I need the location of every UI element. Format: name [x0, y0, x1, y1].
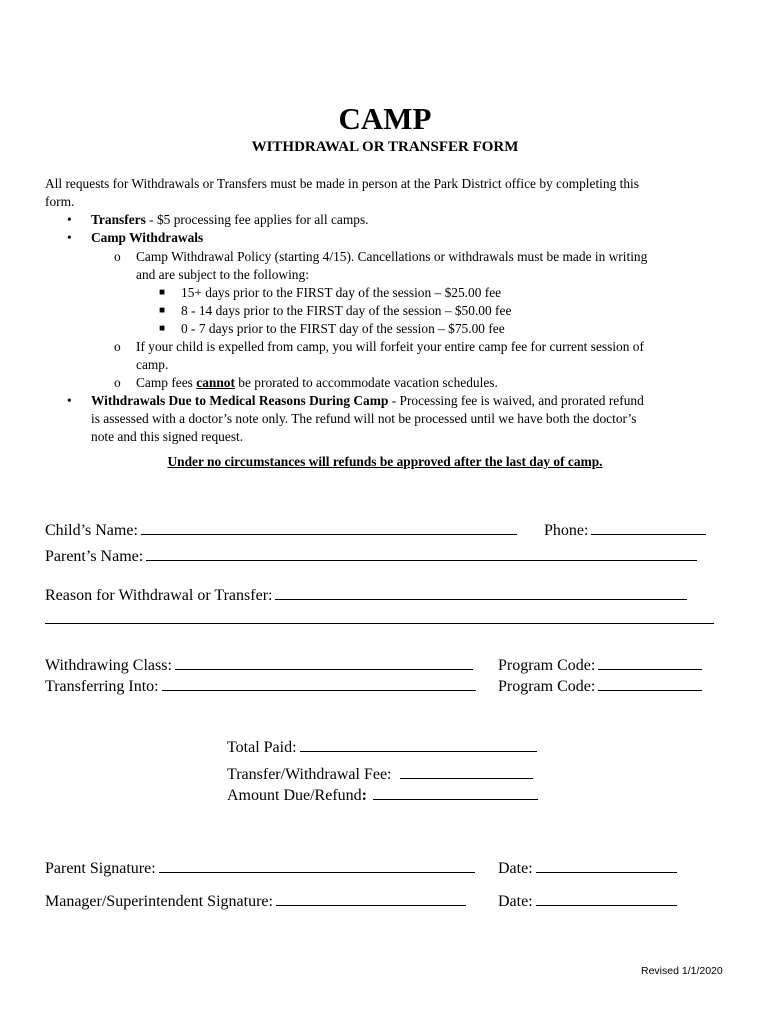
- program-code-label-2: Program Code:: [498, 678, 596, 695]
- program-code-row-2: [498, 674, 702, 698]
- parent-signature-field[interactable]: [159, 856, 475, 873]
- intro-line-1: All requests for Withdrawals or Transfers must be made in person at the Park District office by completing this: [45, 176, 639, 191]
- expelled-line-1: If your child is expelled from camp, you will forfeit your entire camp fee for current session of: [136, 339, 644, 354]
- medical-text-1: - Processing fee is waived, and prorated refund: [388, 393, 644, 408]
- total-paid-label: Total Paid:: [227, 739, 297, 756]
- phone-label: Phone:: [544, 522, 589, 539]
- transferring-into-label: Transferring Into:: [45, 678, 159, 695]
- parent-signature-row: [45, 856, 475, 880]
- reason-field[interactable]: [275, 583, 687, 600]
- circle-bullet-icon: o: [114, 375, 121, 390]
- manager-signature-row: [45, 889, 466, 913]
- date-label-1: Date:: [498, 860, 533, 877]
- amount-due-colon: :: [361, 787, 367, 804]
- childs-name-field[interactable]: [141, 518, 517, 535]
- fee-label: Transfer/Withdrawal Fee:: [227, 766, 392, 783]
- date-label-2: Date:: [498, 893, 533, 910]
- parents-name-row: [45, 544, 697, 568]
- form-title: CAMP: [338, 101, 432, 136]
- bullet-icon: •: [67, 230, 72, 245]
- square-bullet-icon: ■: [159, 287, 166, 298]
- bullet-icon: •: [67, 393, 72, 408]
- withdrawals-label: Camp Withdrawals: [91, 230, 204, 245]
- date-field-1[interactable]: [536, 856, 677, 873]
- expelled-line-2: camp.: [136, 357, 169, 372]
- program-code-label-1: Program Code:: [498, 657, 596, 674]
- amount-due-field[interactable]: [373, 783, 538, 800]
- amount-due-row: [227, 783, 538, 807]
- fee-tier-1: 15+ days prior to the FIRST day of the session – $25.00 fee: [181, 285, 502, 300]
- transfers-text: - $5 processing fee applies for all camps.: [145, 212, 369, 227]
- form-subtitle: WITHDRAWAL OR TRANSFER FORM: [251, 139, 519, 155]
- reason-field-continued[interactable]: [45, 607, 714, 624]
- circle-bullet-icon: o: [114, 339, 121, 354]
- program-code-field-1[interactable]: [598, 653, 702, 670]
- manager-signature-label: Manager/Superintendent Signature:: [45, 893, 273, 910]
- prorate-text-a: Camp fees: [136, 375, 197, 390]
- prorate-cannot: cannot: [196, 375, 235, 390]
- total-paid-field[interactable]: [300, 735, 537, 752]
- transferring-into-field[interactable]: [162, 674, 476, 691]
- phone-field[interactable]: [591, 518, 706, 535]
- square-bullet-icon: ■: [159, 305, 166, 316]
- bullet-icon: •: [67, 212, 72, 227]
- refund-notice: Under no circumstances will refunds be approved after the last day of camp.: [167, 454, 603, 469]
- fee-field[interactable]: [400, 762, 533, 779]
- reason-row: [45, 583, 687, 607]
- amount-due-label: Amount Due/Refund: [227, 787, 362, 804]
- transferring-into-row: [45, 674, 476, 698]
- revision-date: Revised 1/1/2020: [641, 965, 723, 977]
- childs-name-label: Child’s Name:: [45, 522, 138, 539]
- childs-name-row: [45, 518, 517, 542]
- medical-line-3: note and this signed request.: [91, 429, 244, 444]
- transfers-item: [91, 211, 369, 229]
- reason-row-2: [45, 607, 714, 631]
- parents-name-label: Parent’s Name:: [45, 548, 144, 565]
- prorate-item: [136, 374, 498, 392]
- total-paid-row: [227, 735, 537, 759]
- circle-bullet-icon: o: [114, 249, 121, 264]
- medical-item: [91, 392, 644, 410]
- withdrawing-class-field[interactable]: [175, 653, 473, 670]
- medical-line-2: is assessed with a doctor’s note only. The refund will not be processed until we have both the doctor’s: [91, 411, 637, 426]
- fee-tier-2: 8 - 14 days prior to the FIRST day of the session – $50.00 fee: [181, 303, 512, 318]
- phone-row: [544, 518, 706, 542]
- policy-line-2: and are subject to the following:: [136, 267, 309, 282]
- date-row-1: [498, 856, 677, 880]
- withdrawing-class-label: Withdrawing Class:: [45, 657, 172, 674]
- medical-label: Withdrawals Due to Medical Reasons During Camp: [91, 393, 389, 408]
- square-bullet-icon: ■: [159, 323, 166, 334]
- parents-name-field[interactable]: [146, 544, 697, 561]
- policy-line-1: Camp Withdrawal Policy (starting 4/15). Cancellations or withdrawals must be made in writing: [136, 249, 648, 264]
- fee-tier-3: 0 - 7 days prior to the FIRST day of the session – $75.00 fee: [181, 321, 505, 336]
- intro-line-2: form.: [45, 194, 75, 209]
- transfers-label: Transfers: [91, 212, 146, 227]
- prorate-text-c: be prorated to accommodate vacation schedules.: [234, 375, 498, 390]
- reason-label: Reason for Withdrawal or Transfer:: [45, 587, 273, 604]
- parent-signature-label: Parent Signature:: [45, 860, 156, 877]
- manager-signature-field[interactable]: [276, 889, 466, 906]
- date-field-2[interactable]: [536, 889, 677, 906]
- date-row-2: [498, 889, 677, 913]
- program-code-field-2[interactable]: [598, 674, 702, 691]
